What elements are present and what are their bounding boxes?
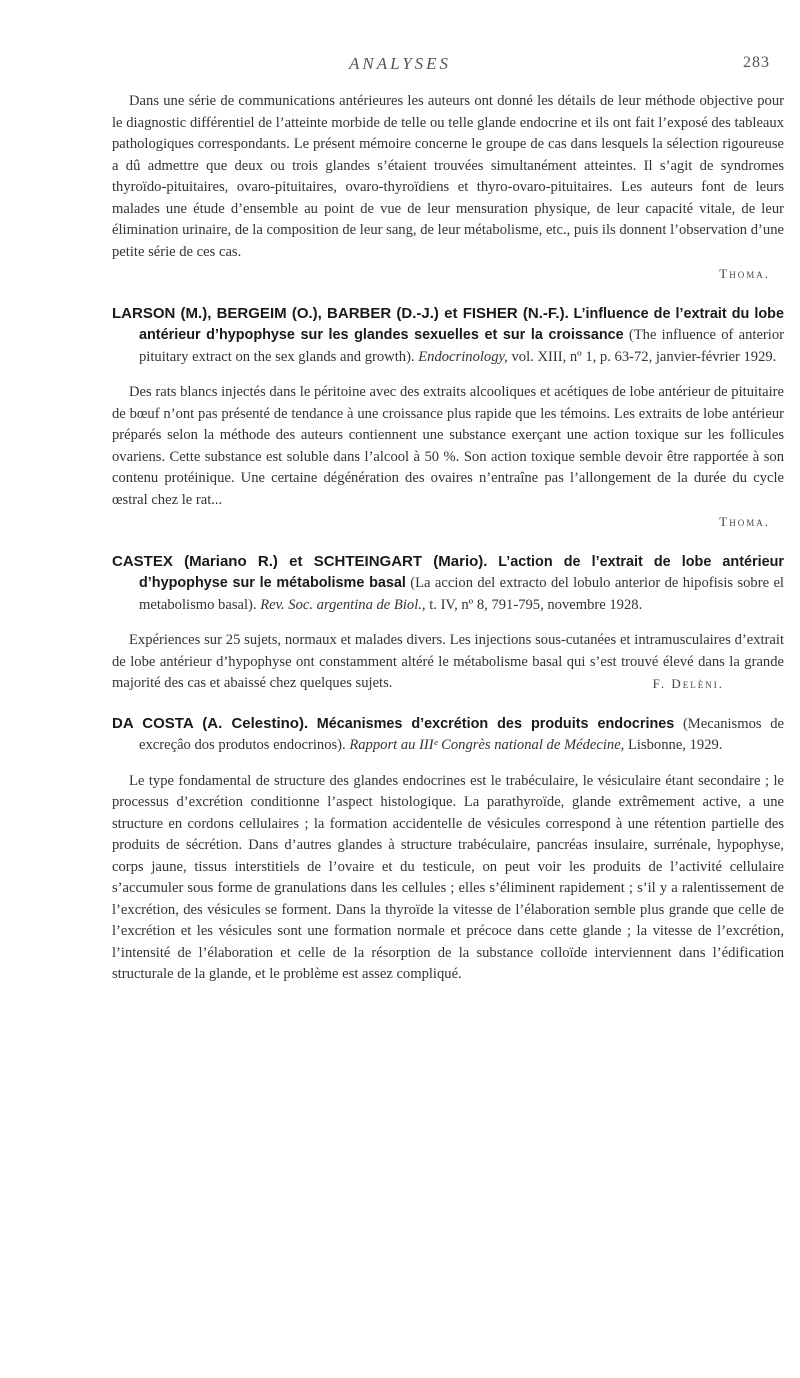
page-header [0,54,800,78]
intro-paragraph: Dans une série de communications antérieures les auteurs ont donné les détails de leur méthode objective pour le diagnostic différentiel de l’atteinte morbide de telle ou telle glande endocrine et ils ont fait l’exposé des tableaux pathologiques correspondants. Le présent mémoire concerne le groupe de cas dans lesquels la sélection rigoureuse a dû admettre que deux ou trois glandes s’étaient trouvées simultanément atteintes. Il s’agit de syndromes thyroïdo-pituitaires, ovaro-pituitaires, ovaro-thyroïdiens et thyro-ovaro-pituitaires. Les auteurs font de leurs malades une étude d’ensemble au point de vue de leur mensuration physique, de leur capacité vitale, de leur élimination urinaire, de la composition de leur sang, de leur métabolisme, etc., puis ils donnent l’observation d’une petite série de ces cas. [112,93,784,260]
entry-body [112,630,784,695]
entry-title: L’action de l’extrait de lobe antérieur d’hypophyse sur le métabolisme basal [139,553,784,591]
entry-journal: Rapport au IIIᵉ Congrès national de Médecine, [349,737,625,753]
abstract-entry-castex [112,551,784,695]
entry-authors: LARSON (M.), BERGEIM (O.), BARBER (D.-J.) et FISHER (N.-F.). [112,304,569,322]
entry-title: Mécanismes d’excrétion des produits endocrines [316,715,675,732]
abstract-entry-da-costa [112,713,784,986]
entry-reference: Lisbonne, 1929. [627,737,723,753]
entry-body: Le type fondamental de structure des glandes endocrines est le trabéculaire, le vésiculaire étant secondaire ; le processus d’excrétion conditionne l’aspect histologique. La parathyroïde, glande extrêmement active, a une structure en cordons cellulaires ; la formation accidentelle de vésicules correspond à une rétention partielle des produits de sécrétion. Dans d’autres glandes à structure trabéculaire, pancréas insulaire, surrénale, hypophyse, corps jaune, tissus interstitiels de l’ovaire et du testicule, on peut voir les produits de l’activité cellulaire s’accumuler sous forme de granulations dans les cellules ; elles s’éliminent rapidement ; s’il y a ralentissement de l’excrétion, des vésicules se forment. Dans la thyroïde la vitesse de l’élaboration semble plus grande que celle de l’excrétion et les vésicules sont une formation normale et précoce dans cette glande ; la vitesse de l’excrétion, l’intensité de l’élaboration et celle de la résorption de la substance colloïde interviennent dans l’édification structurale de la glande, et le problème est assez compliqué. [112,772,784,982]
entry-original-title: (The influence of anterior pituitary extract on the sex glands and growth). [139,327,784,365]
entry-reference: vol. XIII, nº 1, p. 63-72, janvier-février 1929. [511,348,777,365]
entry-title: L’influence de l’extrait du lobe antérieur d’hypophyse sur les glandes sexuelles et sur la croissance [139,305,784,343]
entry-body: Des rats blancs injectés dans le péritoine avec des extraits alcooliques et acétiques de lobe antérieur de pituitaire de bœuf n’ont pas présenté de tendance à une croissance plus rapide que les témoins. Les extraits de lobe antérieur préparés selon la méthode des auteurs contiennent une substance exerçant une action toxique sur les follicules ovariens. Cette substance est soluble dans l’alcool à 50 %. Son action toxique semble devoir être rapportée à son contenu protéinique. Une certaine dégénération des ovaires n’entraîne pas l’allongement de la durée du cycle œstral chez le rat... [112,384,784,508]
entry-citation [112,551,784,617]
entry-signature: Thoma. [719,514,770,529]
entry-authors: CASTEX (Mariano R.) et SCHTEINGART (Mario). [112,552,488,570]
entry-citation [112,713,784,757]
entry-original-title: (La accion del extracto del lobulo anterior de hipofisis sobre el metabolismo basal). [139,575,784,613]
intro-signature: Thoma. [719,266,770,281]
entry-authors: DA COSTA (A. Celestino). [112,714,309,732]
page-content [112,91,784,986]
entry-journal: Endocrinology, [418,348,508,365]
page-number: 283 [743,54,770,71]
abstract-entry-larson [112,303,784,533]
entry-signature: F. Delèni. [652,676,724,691]
entry-citation [112,303,784,369]
entry-body-text: Expériences sur 25 sujets, normaux et malades divers. Les injections sous-cutanées et intramusculaires d’extrait de lobe antérieur d’hypophyse ont constamment altéré le métabolisme basal qui s’est trouvé élevé dans la grande majorité des cas et abaissé chez quelques sujets. [112,632,784,691]
entry-journal: Rev. Soc. argentina de Biol., [260,596,426,613]
entry-original-title: (Mecanismos de excreçâo dos produtos endocrinos). [139,715,784,753]
running-title: ANALYSES [348,54,452,73]
entry-reference: t. IV, nº 8, 791-795, novembre 1928. [429,596,643,613]
